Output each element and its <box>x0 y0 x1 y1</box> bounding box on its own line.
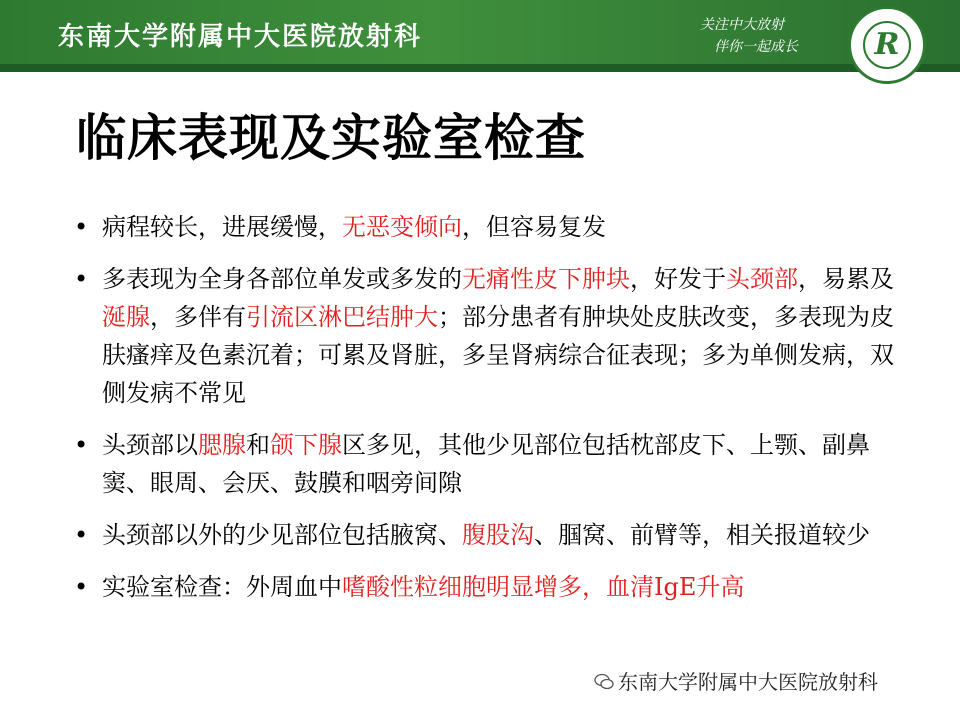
bullet-text: ，易累及 <box>798 265 894 293</box>
highlighted-text: 嗜酸性粒细胞明显增多，血清IgE升高 <box>342 573 745 601</box>
bullet-list <box>74 208 904 620</box>
bullet-text: ，多伴有 <box>150 303 246 331</box>
bullet-text: ；部分患者有肿块处皮肤改变，多表现为皮肤瘙痒及色素沉着；可累及肾脏，多呈肾病综合征表现；多为单侧发病，双侧发病不常见 <box>102 303 894 407</box>
highlighted-text: 腮腺 <box>198 431 246 459</box>
highlighted-text: 颌下腺 <box>270 431 342 459</box>
header-sub-band <box>0 64 960 72</box>
highlighted-text: 无恶变倾向 <box>342 213 462 241</box>
bullet-text: ，好发于 <box>630 265 726 293</box>
bullet-text: 区多见，其他少见部位包括枕部皮下、上颚、副鼻窦、眼周、会厌、鼓膜和咽旁间隙 <box>102 431 870 497</box>
header-bar <box>0 0 960 72</box>
bullet-item <box>74 426 904 502</box>
bullet-dot: • <box>74 573 89 601</box>
slogan-line-2: 伴你一起成长 <box>714 39 798 55</box>
bullet-text: 、腘窝、前臂等，相关报道较少 <box>534 521 870 549</box>
highlighted-text: 涎腺 <box>102 303 150 331</box>
wechat-icon <box>594 673 614 691</box>
header-title: 东南大学附属中大医院放射科 <box>58 22 423 52</box>
bullet-dot: • <box>74 431 89 459</box>
bullet-item <box>74 260 904 412</box>
slogan-line-1: 关注中大放射 <box>700 17 784 33</box>
highlighted-text: 腹股沟 <box>462 521 534 549</box>
bullet-dot: • <box>74 213 89 241</box>
watermark-text: 东南大学附属中大医院放射科 <box>618 670 878 694</box>
logo-inner-ring <box>863 21 911 69</box>
bullet-item <box>74 568 904 606</box>
bullet-item <box>74 516 904 554</box>
highlighted-text: 引流区淋巴结肿大 <box>246 303 438 331</box>
highlighted-text: 无痛性皮下肿块 <box>462 265 630 293</box>
bullet-text: 多表现为全身各部位单发或多发的 <box>102 265 462 293</box>
bullet-text: 头颈部以 <box>102 431 198 459</box>
highlighted-text: 头颈部 <box>726 265 798 293</box>
bullet-text: 头颈部以外的少见部位包括腋窝、 <box>102 521 462 549</box>
bullet-item <box>74 208 904 246</box>
slogan <box>700 14 798 58</box>
bullet-dot: • <box>74 521 89 549</box>
page-title: 临床表现及实验室检查 <box>76 109 586 167</box>
bullet-text: 实验室检查：外周血中 <box>102 573 342 601</box>
logo-letter: R <box>874 27 900 62</box>
watermark <box>594 666 878 695</box>
bullet-text: ，但容易复发 <box>462 213 606 241</box>
hospital-logo-icon <box>848 6 926 84</box>
bullet-text: 和 <box>246 431 270 459</box>
bullet-dot: • <box>74 265 89 293</box>
bullet-text: 病程较长，进展缓慢， <box>102 213 342 241</box>
